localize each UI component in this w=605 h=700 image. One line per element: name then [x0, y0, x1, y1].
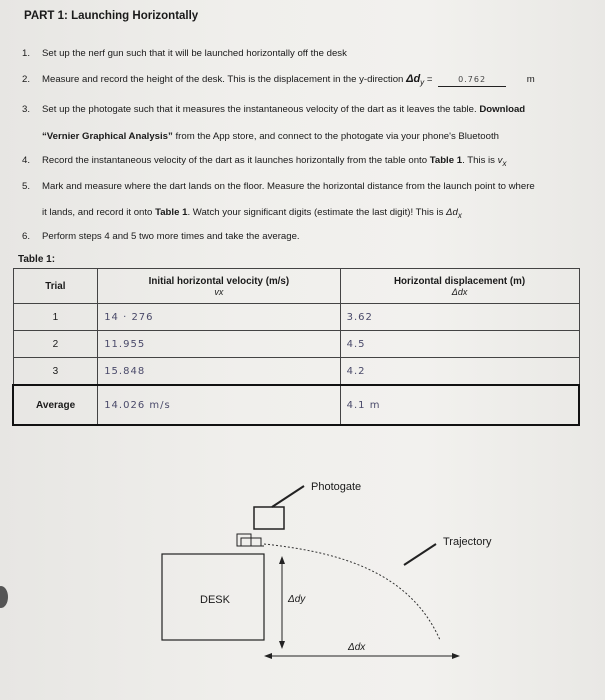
- trial-cell: 1: [13, 304, 98, 331]
- vx-symbol: v: [497, 155, 503, 166]
- step-3: 3. Set up the photogate such that it measures the instantaneous velocity of the dart as it leaves the table. Download: [22, 104, 526, 115]
- average-row: [13, 385, 579, 425]
- table-label: Table 1:: [18, 254, 56, 265]
- trial-cell: 3: [13, 358, 98, 386]
- header-velocity: Initial horizontal velocity (m/s) vx: [98, 269, 340, 304]
- dy-label: Δdy: [288, 594, 306, 605]
- page-edge-shadow: [0, 586, 8, 608]
- displacement-cell: 4.2: [340, 358, 579, 386]
- trial-cell: 2: [13, 331, 98, 358]
- delta-dx-symbol: Δd: [446, 207, 458, 218]
- results-table: [12, 268, 580, 426]
- velocity-cell: 15.848: [98, 358, 340, 386]
- desk-label: DESK: [200, 594, 230, 606]
- table-header-row: [13, 269, 579, 304]
- header-displacement: Horizontal displacement (m) Δdx: [340, 269, 579, 304]
- unit-m: m: [526, 74, 535, 85]
- delta-dy-symbol: Δd: [406, 73, 421, 85]
- header-trial: Trial: [13, 269, 98, 304]
- displacement-cell: 4.5: [340, 331, 579, 358]
- photogate-box: [254, 507, 284, 529]
- step-5: 5. Mark and measure where the dart lands on the floor. Measure the horizontal distance from the launch point to where: [22, 181, 535, 192]
- average-label: Average: [13, 385, 98, 425]
- average-velocity-cell: 14.026 m/s: [98, 385, 340, 425]
- desk-height-answer: 0.762: [438, 73, 506, 87]
- trajectory-path: [264, 544, 440, 640]
- table-row: [13, 358, 579, 386]
- step-5-line-2: it lands, and record it onto Table 1. Watch your significant digits (estimate the last digit)! This is $\Delta d_x$: [42, 207, 462, 220]
- step-2: 2. Measure and record the height of the desk. This is the displacement in the y-direction $\Delta d_y = 0.762$ m: [22, 73, 535, 87]
- table-row: [13, 331, 579, 358]
- photogate-pointer: [272, 486, 304, 507]
- step-3-line-2: “Vernier Graphical Analysis” from the App store, and connect to the photogate via your phone's Bluetooth: [42, 131, 499, 142]
- trajectory-pointer: [404, 544, 436, 565]
- velocity-cell: 14 · 276: [98, 304, 340, 331]
- table-row: [13, 304, 579, 331]
- trajectory-label: Trajectory: [443, 536, 492, 548]
- velocity-cell: 11.955: [98, 331, 340, 358]
- step-6: 6. Perform steps 4 and 5 two more times and take the average.: [22, 231, 300, 242]
- dx-label: Δdx: [348, 642, 366, 653]
- photogate-label: Photogate: [311, 481, 362, 493]
- step-1: 1. Set up the nerf gun such that it will be launched horizontally off the desk: [22, 48, 347, 59]
- launcher-icon: [237, 534, 264, 546]
- page-title: PART 1: Launching Horizontally: [24, 10, 199, 22]
- average-displacement-cell: 4.1 m: [340, 385, 579, 425]
- step-4: 4. Record the instantaneous velocity of the dart as it launches horizontally from the table onto Table 1. This is $v_x$: [22, 155, 507, 168]
- displacement-cell: 3.62: [340, 304, 579, 331]
